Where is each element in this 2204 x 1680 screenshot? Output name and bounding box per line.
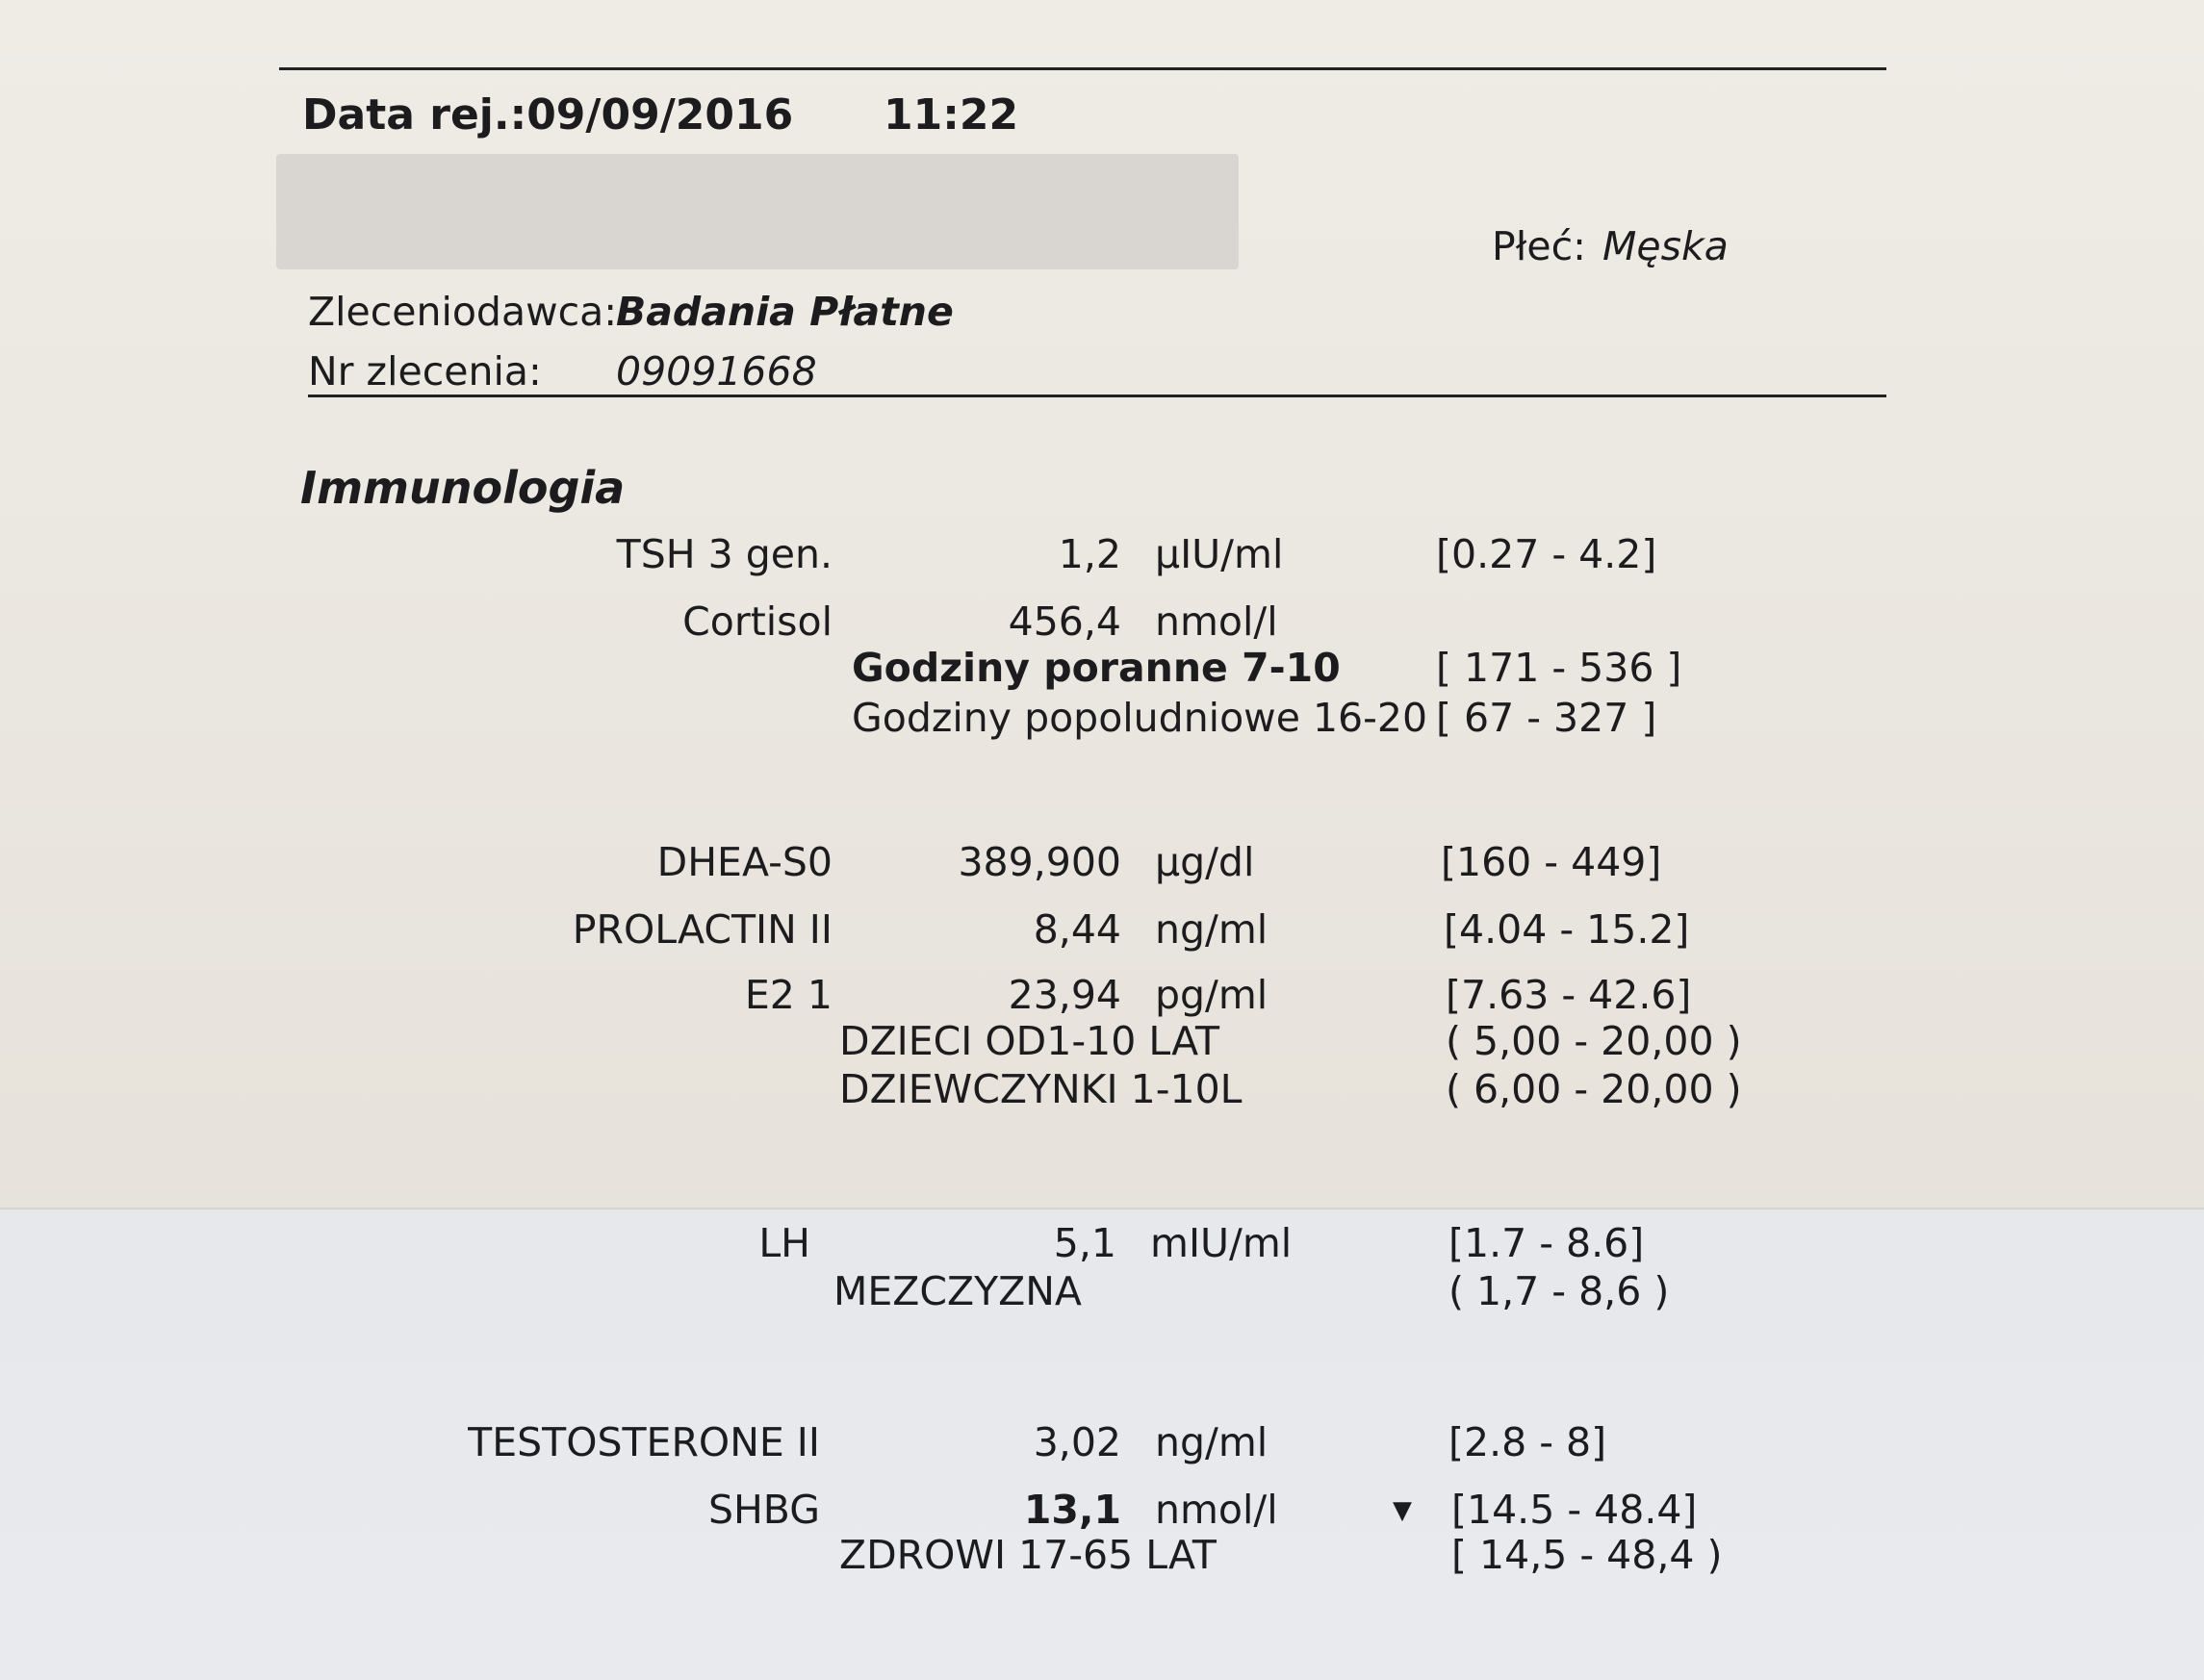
test-value-dhea: 389,900 [958,839,1121,885]
cortisol-range-morning: [ 171 - 536 ] [1436,645,1682,691]
test-range-lh: [1.7 - 8.6] [1448,1220,1645,1266]
section-title: Immunologia [300,462,626,514]
sex-value: Męska [1602,223,1729,269]
test-value-prolactin: 8,44 [1033,906,1121,953]
order-label: Nr zlecenia: [308,348,542,395]
test-unit-dhea: µg/dl [1155,839,1255,885]
test-unit-lh: mIU/ml [1150,1220,1293,1266]
e2-note-girls: DZIEWCZYNKI 1-10L [839,1066,1243,1112]
registration-time: 11:22 [884,90,1019,140]
test-unit-shbg: nmol/l [1155,1487,1278,1533]
cortisol-note-morning: Godziny poranne 7-10 [852,645,1341,691]
client-value: Badania Płatne [616,289,954,335]
test-unit-tsh: µIU/ml [1155,531,1284,577]
cortisol-range-afternoon: [ 67 - 327 ] [1436,695,1657,741]
lh-range-male: ( 1,7 - 8,6 ) [1448,1268,1670,1314]
test-name-prolactin: PROLACTIN II [572,906,833,953]
top-divider [279,67,1886,70]
test-unit-e2: pg/ml [1155,972,1269,1018]
test-unit-cortisol: nmol/l [1155,598,1278,645]
cortisol-note-afternoon: Godziny popoludniowe 16-20 [852,695,1428,741]
test-range-e2: [7.63 - 42.6] [1446,972,1692,1018]
test-unit-prolactin: ng/ml [1155,906,1269,953]
test-name-e2: E2 1 [744,972,833,1018]
test-name-testosterone: TESTOSTERONE II [468,1419,820,1465]
test-value-lh: 5,1 [1053,1220,1116,1266]
test-range-prolactin: [4.04 - 15.2] [1444,906,1690,953]
lh-note-male: MEZCZYZNA [833,1268,1082,1314]
low-flag-icon: ▼ [1393,1496,1412,1525]
shbg-range-healthy: [ 14,5 - 48,4 ) [1451,1532,1723,1578]
test-range-dhea: [160 - 449] [1441,839,1662,885]
test-range-tsh: [0.27 - 4.2] [1436,531,1657,577]
shbg-note-healthy: ZDROWI 17-65 LAT [839,1532,1217,1578]
redacted-patient-info [276,154,1239,269]
test-value-cortisol: 456,4 [1008,598,1121,645]
order-number: 09091668 [616,348,817,395]
test-name-shbg: SHBG [707,1487,820,1533]
e2-range-girls: ( 6,00 - 20,00 ) [1446,1066,1742,1112]
test-value-e2: 23,94 [1008,972,1121,1018]
e2-note-children: DZIECI OD1-10 LAT [839,1018,1220,1064]
test-name-tsh: TSH 3 gen. [616,531,833,577]
test-name-lh: LH [758,1220,810,1266]
test-unit-testosterone: ng/ml [1155,1419,1269,1465]
e2-range-children: ( 5,00 - 20,00 ) [1446,1018,1742,1064]
test-name-cortisol: Cortisol [682,598,833,645]
test-value-testosterone: 3,02 [1033,1419,1121,1465]
client-label: Zleceniodawca: [308,289,618,335]
test-name-dhea: DHEA-S0 [656,839,833,885]
test-value-tsh: 1,2 [1058,531,1121,577]
sex-label: Płeć: [1492,223,1586,269]
header-divider [308,395,1886,397]
test-range-testosterone: [2.8 - 8] [1448,1419,1607,1465]
test-value-shbg: 13,1 [1023,1487,1121,1533]
registration-date: Data rej.:09/09/2016 [302,90,794,140]
test-range-shbg: [14.5 - 48.4] [1451,1487,1698,1533]
